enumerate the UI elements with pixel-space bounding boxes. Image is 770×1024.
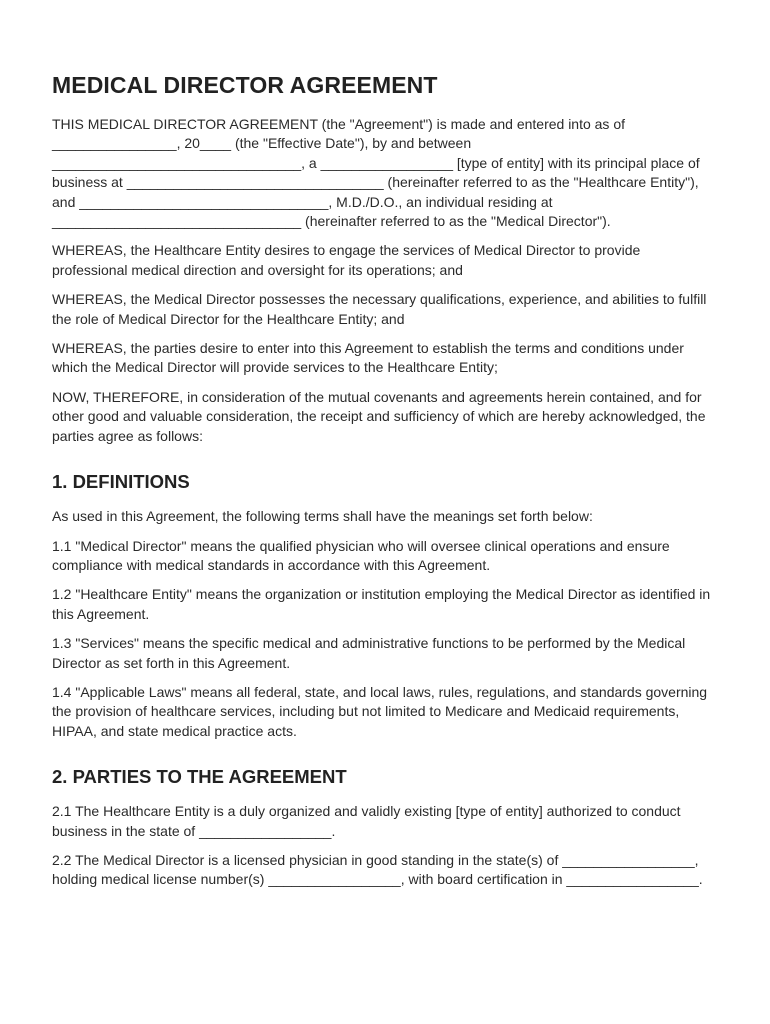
document-title: MEDICAL DIRECTOR AGREEMENT bbox=[52, 72, 438, 98]
definition-1-4: 1.4 "Applicable Laws" means all federal, state, and local laws, rules, regulations, and standards governing the provision of healthcare services, including but not limited to Medicare and Medicaid requirements, HIPAA, and state medical practice acts. bbox=[52, 683, 708, 739]
section-parties bbox=[52, 765, 717, 890]
now-therefore-paragraph: NOW, THEREFORE, in consideration of the mutual covenants and agreements herein contained, and for other good and valuable consideration, the receipt and sufficiency of which are hereby acknowledged, the parties agree as follows: bbox=[52, 388, 706, 444]
intro-paragraph: THIS MEDICAL DIRECTOR AGREEMENT (the "Agreement") is made and entered into as of ________________, 20____ (the "Effective Date"), by and between ________________________________, a _________________ [type of entity] with its principal place of business at _________________________________ (hereinafter referred to as the "Healthcare Entity"), and ________________________________, M.D./D.O., an individual residing at ________________________________ (hereinafter referred to as the "Medical Director"). bbox=[52, 116, 700, 230]
definition-1-3: 1.3 "Services" means the specific medical and administrative functions to be performed by the Medical Director as set forth in this Agreement. bbox=[52, 635, 686, 671]
definition-1-2: 1.2 "Healthcare Entity" means the organization or institution employing the Medical Director as identified in this Agreement. bbox=[52, 586, 711, 622]
clause-2-2: 2.2 The Medical Director is a licensed physician in good standing in the state(s) of _________________, holding medical license number(s) _________________, with board certification in _________________. bbox=[52, 851, 703, 888]
section-heading: 2. PARTIES TO THE AGREEMENT bbox=[52, 766, 347, 788]
clause-2-1: 2.1 The Healthcare Entity is a duly organized and validly existing [type of entity] authorized to conduct business in the state of _________________. bbox=[52, 803, 681, 839]
intro-block bbox=[52, 115, 717, 446]
whereas-paragraph-2: WHEREAS, the Medical Director possesses the necessary qualifications, experience, and abilities to fulfill the role of Medical Director for the Healthcare Entity; and bbox=[52, 291, 707, 327]
section-heading: 1. DEFINITIONS bbox=[52, 471, 190, 493]
whereas-paragraph-1: WHEREAS, the Healthcare Entity desires to engage the services of Medical Director to provide professional medical direction and oversight for its operations; and bbox=[52, 242, 641, 278]
section-paragraph: As used in this Agreement, the following terms shall have the meanings set forth below: bbox=[52, 508, 593, 525]
section-definitions bbox=[52, 470, 717, 741]
definition-1-1: 1.1 "Medical Director" means the qualified physician who will oversee clinical operations and ensure compliance with medical standards in accordance with this Agreement. bbox=[52, 537, 670, 573]
whereas-paragraph-3: WHEREAS, the parties desire to enter into this Agreement to establish the terms and conditions under which the Medical Director will provide services to the Healthcare Entity; bbox=[52, 340, 684, 376]
document-page bbox=[52, 70, 717, 900]
